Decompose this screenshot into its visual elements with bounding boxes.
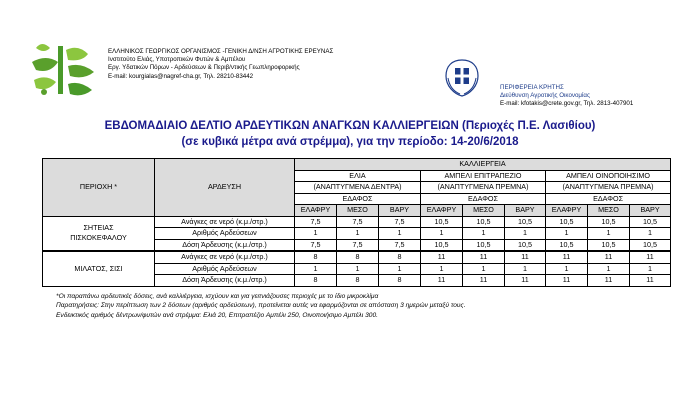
- soil-light: ΕΛΑΦΡΥ: [546, 205, 588, 217]
- note-footnote: *Οι παραπάνω αρδευτικές δόσεις, ανά καλλιέργεια, ισχύουν και για γειτνιάζουσες περιοχές με το ίδιο μικροκλίμα: [56, 293, 379, 300]
- crete-text-block: [500, 84, 633, 109]
- crete-region: ΠΕΡΙΦΕΡΕΙΑ ΚΡΗΤΗΣ: [500, 84, 564, 91]
- table-cell: 10,5: [421, 239, 463, 251]
- crop-name-wine-grape: ΑΜΠΕΛΙ ΟΙΝΟΠΟΙΗΣΙΜΟ: [546, 170, 671, 182]
- soil-header-table-grape: ΕΔΑΦΟΣ: [421, 193, 546, 205]
- table-cell: 1: [630, 263, 671, 275]
- area-cell: [43, 216, 155, 251]
- greek-emblem-icon: [440, 56, 484, 100]
- header-left: [28, 38, 368, 102]
- table-cell: 1: [379, 228, 421, 240]
- row-label: Δόση Άρδευσης (κ.μ./στρ.): [155, 275, 295, 287]
- area-name-line2: ΠΙΣΚΟΚΕΦΑΛΟΥ: [70, 233, 127, 243]
- table-cell: 11: [546, 251, 588, 263]
- table-cell: 7,5: [337, 216, 379, 228]
- area-name-line1: ΣΗΤΕΙΑΣ: [83, 223, 114, 233]
- table-cell: 11: [463, 251, 505, 263]
- elgo-contact: E-mail: kourgialas@nagref-cha.gr, Τηλ. 28210-83442: [108, 72, 254, 80]
- crop-name-olive: ΕΛΙΑ: [295, 170, 421, 182]
- table-cell: 11: [463, 275, 505, 287]
- table-cell: 7,5: [379, 239, 421, 251]
- soil-heavy: ΒΑΡΥ: [379, 205, 421, 217]
- row-label: Αριθμός Αρδεύσεων: [155, 228, 295, 240]
- table-cell: 7,5: [295, 239, 337, 251]
- header-right: [440, 56, 680, 106]
- area-header: ΠΕΡΙΟΧΗ *: [43, 159, 155, 217]
- table-cell: 11: [505, 275, 546, 287]
- table-cell: 10,5: [630, 216, 671, 228]
- table-cell: 11: [421, 275, 463, 287]
- elgo-logo-icon: [28, 40, 100, 100]
- table-cell: 1: [588, 263, 630, 275]
- table-cell: 10,5: [588, 239, 630, 251]
- crop-sub-wine-grape: (ΑΝΑΠΤΥΓΜΕΝΑ ΠΡΕΜΝΑ): [546, 182, 671, 194]
- table-cell: 10,5: [630, 239, 671, 251]
- row-label: Ανάγκες σε νερό (κ.μ./στρ.): [155, 216, 295, 228]
- crete-directorate: Διεύθυνση Αγροτικής Οικονομίας: [500, 92, 590, 100]
- table-cell: 1: [463, 228, 505, 240]
- table-cell: 8: [295, 275, 337, 287]
- table-cell: 1: [505, 263, 546, 275]
- row-label: Αριθμός Αρδεύσεων: [155, 263, 295, 275]
- soil-heavy: ΒΑΡΥ: [505, 205, 546, 217]
- table-cell: 11: [588, 275, 630, 287]
- table-cell: 11: [546, 275, 588, 287]
- note-remarks: Παρατηρήσεις: Στην περίπτωση των 2 δόσεων (αριθμός αρδεύσεων), προτείνεται αυτές να εφαρμόζονται σε απόσταση 3 ημερών μεταξύ τους.: [56, 302, 466, 310]
- table-cell: 11: [630, 251, 671, 263]
- page-subtitle: (σε κυβικά μέτρα ανά στρέμμα), για την περίοδο: 14-20/6/2018: [181, 136, 519, 148]
- crete-contact: E-mail: kfotakis@crete.gov.gr, Τηλ. 2813-407901: [500, 100, 634, 108]
- table-cell: 1: [630, 228, 671, 240]
- table-cell: 8: [379, 275, 421, 287]
- notes-block: [56, 292, 466, 320]
- table-cell: 8: [295, 251, 337, 263]
- area-cell: [43, 251, 155, 286]
- crop-sub-table-grape: (ΑΝΑΠΤΥΓΜΕΝΑ ΠΡΕΜΝΑ): [421, 182, 546, 194]
- table-cell: 10,5: [463, 239, 505, 251]
- note-plant-density: Ενδεικτικός αριθμός δέντρων/φυτών ανά στρέμμα: Ελιά 20, Επιτραπέζιο Αμπέλι 250, Οινοποιήσιμο Αμπέλι 300.: [56, 311, 378, 319]
- soil-light: ΕΛΑΦΡΥ: [295, 205, 337, 217]
- table-cell: 1: [546, 228, 588, 240]
- table-cell: 10,5: [546, 239, 588, 251]
- table-cell: 10,5: [463, 216, 505, 228]
- elgo-org-line3: Εργ. Υδατικών Πόρων - Αρδεύσεων & Περιβ/ντικής Γεωπληροφορικής: [108, 64, 300, 72]
- table-cell: 1: [337, 228, 379, 240]
- table-cell: 11: [630, 275, 671, 287]
- table-cell: 1: [546, 263, 588, 275]
- elgo-org-line1: ΕΛΛΗΝΙΚΟΣ ΓΕΩΡΓΙΚΟΣ ΟΡΓΑΝΙΣΜΟΣ -ΓΕΝΙΚΗ Δ/ΝΣΗ ΑΓΡΟΤΙΚΗΣ ΕΡΕΥΝΑΣ: [108, 48, 334, 55]
- elgo-text-block: [108, 48, 333, 81]
- soil-heavy: ΒΑΡΥ: [630, 205, 671, 217]
- table-cell: 10,5: [588, 216, 630, 228]
- soil-medium: ΜΕΣΟ: [337, 205, 379, 217]
- table-cell: 11: [588, 251, 630, 263]
- table-cell: 8: [337, 275, 379, 287]
- table-cell: 1: [421, 263, 463, 275]
- table-cell: 1: [337, 263, 379, 275]
- table-cell: 1: [421, 228, 463, 240]
- table-cell: 1: [505, 228, 546, 240]
- table-cell: 10,5: [421, 216, 463, 228]
- table-cell: 7,5: [295, 216, 337, 228]
- table-cell: 10,5: [546, 216, 588, 228]
- crops-header: ΚΑΛΛΙΕΡΓΕΙΑ: [295, 159, 671, 171]
- crop-name-table-grape: ΑΜΠΕΛΙ ΕΠΙΤΡΑΠΕΖΙΟ: [421, 170, 546, 182]
- area-name-line1: ΜΙΛΑΤΟΣ, ΣΙΣΙ: [74, 263, 123, 273]
- table-cell: 7,5: [337, 239, 379, 251]
- soil-header-olive: ΕΔΑΦΟΣ: [295, 193, 421, 205]
- soil-light: ΕΛΑΦΡΥ: [421, 205, 463, 217]
- table-cell: 1: [295, 263, 337, 275]
- table-cell: 7,5: [379, 216, 421, 228]
- table-cell: 10,5: [505, 239, 546, 251]
- soil-medium: ΜΕΣΟ: [463, 205, 505, 217]
- table-cell: 1: [588, 228, 630, 240]
- irrigation-table: [42, 158, 671, 287]
- table-cell: 8: [337, 251, 379, 263]
- table-row: [43, 216, 671, 228]
- irrigation-header: ΑΡΔΕΥΣΗ: [155, 159, 295, 217]
- elgo-org-line2: Ινστιτούτο Ελιάς, Υποτροπικών Φυτών & Αμπέλου: [108, 56, 246, 64]
- soil-medium: ΜΕΣΟ: [588, 205, 630, 217]
- crop-sub-olive: (ΑΝΑΠΤΥΓΜΕΝΑ ΔΕΝΤΡΑ): [295, 182, 421, 194]
- table-row: [43, 251, 671, 263]
- table-cell: 11: [505, 251, 546, 263]
- table-cell: 11: [421, 251, 463, 263]
- table-cell: 1: [463, 263, 505, 275]
- table-cell: 1: [379, 263, 421, 275]
- table-cell: 1: [295, 228, 337, 240]
- row-label: Δόση Άρδευσης (κ.μ./στρ.): [155, 239, 295, 251]
- table-cell: 8: [379, 251, 421, 263]
- table-cell: 10,5: [505, 216, 546, 228]
- row-label: Ανάγκες σε νερό (κ.μ./στρ.): [155, 251, 295, 263]
- soil-header-wine-grape: ΕΔΑΦΟΣ: [546, 193, 671, 205]
- page-title: ΕΒΔΟΜΑΔΙΑΙΟ ΔΕΛΤΙΟ ΑΡΔΕΥΤΙΚΩΝ ΑΝΑΓΚΩΝ ΚΑΛΛΙΕΡΓΕΙΩΝ (Περιοχές Π.Ε. Λασιθίου): [104, 120, 596, 132]
